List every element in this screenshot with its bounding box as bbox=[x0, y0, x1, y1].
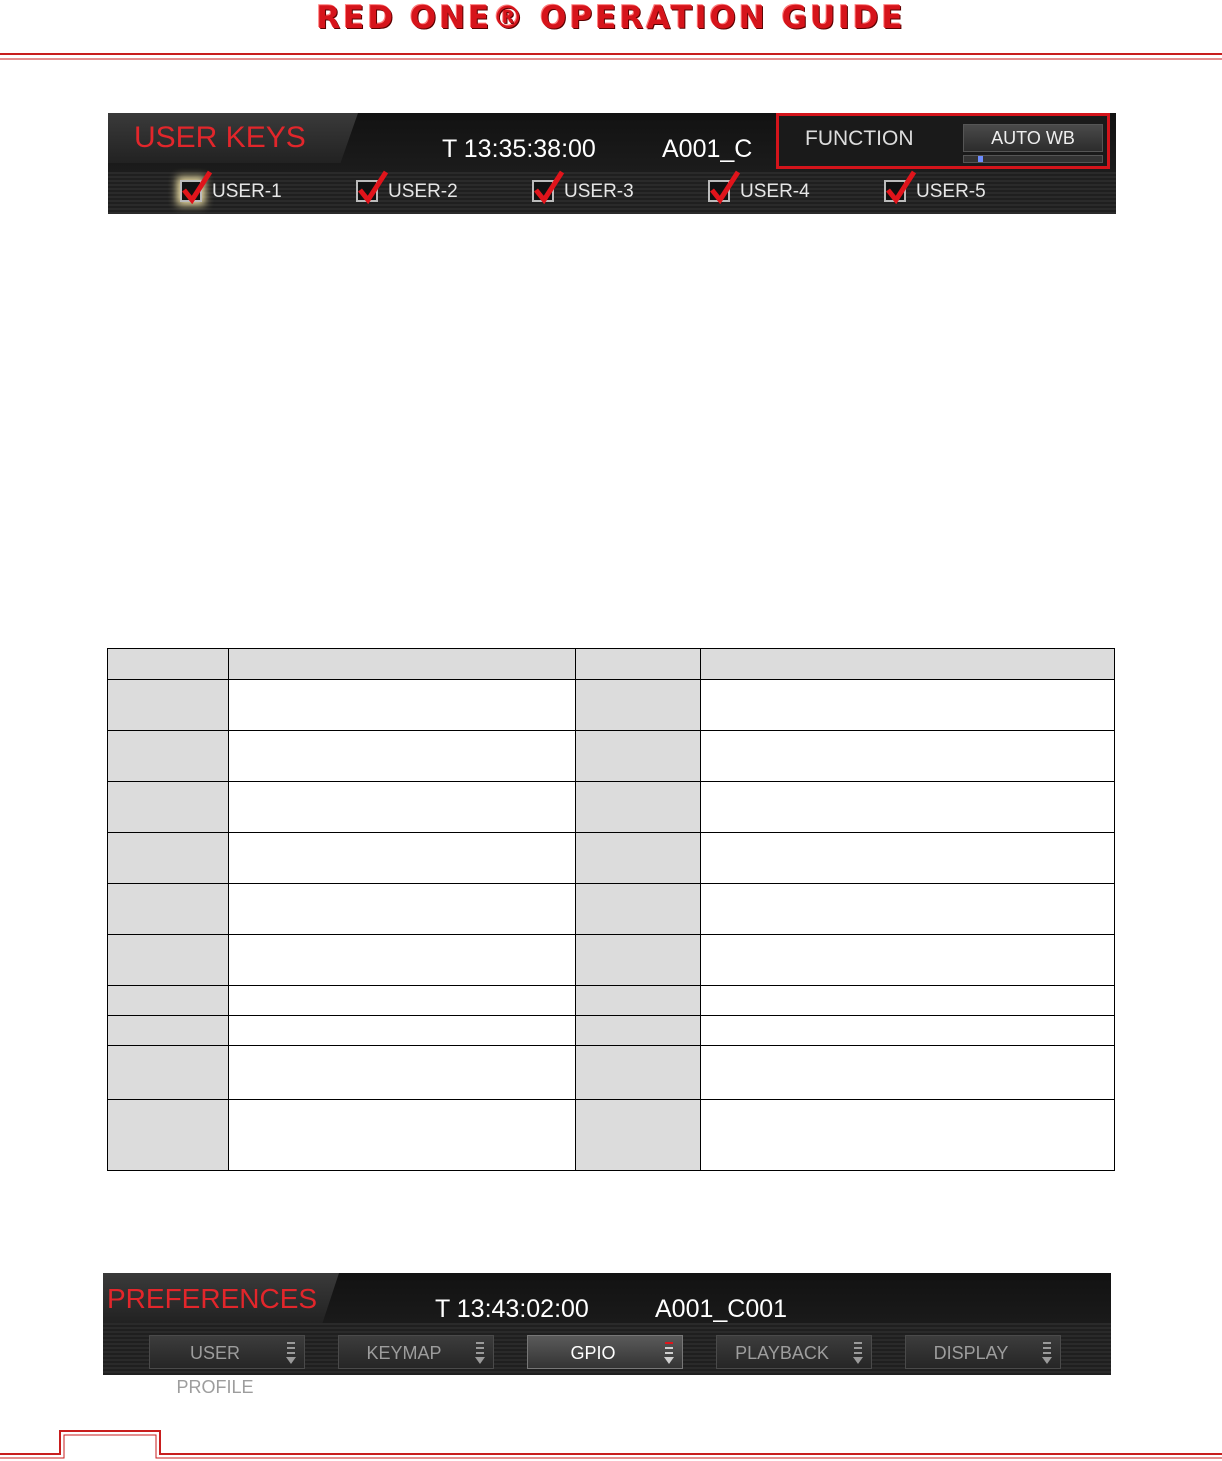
table-cell bbox=[701, 833, 1115, 884]
table-cell bbox=[108, 782, 229, 833]
table-cell bbox=[108, 1100, 229, 1171]
checkmark-icon bbox=[356, 168, 390, 204]
checkbox[interactable] bbox=[708, 180, 730, 202]
table-row bbox=[108, 833, 1115, 884]
tab-user-profile[interactable] bbox=[149, 1335, 305, 1397]
table-row bbox=[108, 1016, 1115, 1046]
user-key-label: USER-1 bbox=[212, 181, 282, 202]
table-cell bbox=[108, 935, 229, 986]
footer-rule bbox=[0, 1428, 1222, 1461]
checkbox[interactable] bbox=[180, 180, 202, 202]
checkmark-icon bbox=[884, 168, 918, 204]
table-cell bbox=[229, 1046, 576, 1100]
table-cell bbox=[108, 884, 229, 935]
slider-knob[interactable] bbox=[978, 156, 983, 162]
tab-display[interactable] bbox=[905, 1335, 1061, 1369]
reference-table bbox=[107, 648, 1115, 1171]
table-cell bbox=[229, 731, 576, 782]
table-cell bbox=[108, 649, 229, 680]
table-row bbox=[108, 986, 1115, 1016]
table-cell bbox=[701, 1016, 1115, 1046]
function-slider[interactable] bbox=[963, 155, 1103, 163]
table-cell bbox=[576, 731, 701, 782]
checkmark-icon bbox=[180, 168, 214, 204]
table-cell bbox=[229, 1100, 576, 1171]
checkbox[interactable] bbox=[884, 180, 906, 202]
table-row bbox=[108, 731, 1115, 782]
user-key-label: USER-2 bbox=[388, 181, 458, 202]
table-cell bbox=[701, 986, 1115, 1016]
table-cell bbox=[701, 935, 1115, 986]
submenu-arrow-icon bbox=[473, 1340, 487, 1366]
header-rule bbox=[0, 52, 1222, 62]
tab-label: USER PROFILE bbox=[176, 1343, 254, 1397]
clip-name: A001_C001 bbox=[655, 1295, 788, 1323]
clip-name: A001_C bbox=[662, 135, 753, 163]
table-cell bbox=[701, 680, 1115, 731]
user-key-label: USER-4 bbox=[740, 181, 810, 202]
table-cell bbox=[229, 680, 576, 731]
table-cell bbox=[701, 1100, 1115, 1171]
table-row bbox=[108, 782, 1115, 833]
table-row bbox=[108, 935, 1115, 986]
table-cell bbox=[576, 1046, 701, 1100]
tab-label: PLAYBACK bbox=[735, 1343, 829, 1363]
user-key-label: USER-5 bbox=[916, 181, 986, 202]
table-cell bbox=[108, 833, 229, 884]
timecode: T 13:35:38:00 bbox=[442, 135, 596, 163]
panel-title: USER KEYS bbox=[134, 121, 306, 154]
function-selector[interactable] bbox=[776, 113, 1110, 169]
table-cell bbox=[576, 1016, 701, 1046]
checkmark-icon bbox=[532, 168, 566, 204]
table-cell bbox=[576, 884, 701, 935]
table-cell bbox=[701, 649, 1115, 680]
table-cell bbox=[701, 1046, 1115, 1100]
table-row bbox=[108, 884, 1115, 935]
guide-title: RED ONE® OPERATION GUIDE bbox=[316, 0, 906, 36]
function-value-button[interactable]: AUTO WB bbox=[963, 124, 1103, 152]
submenu-arrow-icon bbox=[1040, 1340, 1054, 1366]
table-cell bbox=[576, 680, 701, 731]
submenu-arrow-icon bbox=[662, 1340, 676, 1366]
tab-keymap[interactable] bbox=[338, 1335, 494, 1369]
table-cell bbox=[701, 884, 1115, 935]
table-cell bbox=[701, 782, 1115, 833]
table-cell bbox=[229, 986, 576, 1016]
table-cell bbox=[576, 986, 701, 1016]
submenu-arrow-icon bbox=[851, 1340, 865, 1366]
tab-label: KEYMAP bbox=[366, 1343, 442, 1363]
checkbox[interactable] bbox=[532, 180, 554, 202]
table-cell bbox=[108, 731, 229, 782]
table-cell bbox=[576, 782, 701, 833]
table-cell bbox=[108, 1046, 229, 1100]
table-cell bbox=[576, 935, 701, 986]
table-row bbox=[108, 680, 1115, 731]
checkmark-icon bbox=[708, 168, 742, 204]
table-row bbox=[108, 649, 1115, 680]
table-cell bbox=[108, 1016, 229, 1046]
tab-label: DISPLAY bbox=[933, 1343, 1009, 1363]
table-cell bbox=[576, 649, 701, 680]
user-keys-panel bbox=[108, 113, 1116, 214]
table-cell bbox=[229, 833, 576, 884]
timecode: T 13:43:02:00 bbox=[435, 1295, 589, 1323]
table-row bbox=[108, 1100, 1115, 1171]
submenu-arrow-icon bbox=[284, 1340, 298, 1366]
tab-gpio[interactable] bbox=[527, 1335, 683, 1369]
table-cell bbox=[229, 884, 576, 935]
panel-title: PREFERENCES bbox=[107, 1283, 318, 1314]
table-cell bbox=[229, 935, 576, 986]
table-cell bbox=[229, 649, 576, 680]
table-cell bbox=[108, 986, 229, 1016]
table-cell bbox=[701, 731, 1115, 782]
table-row bbox=[108, 1046, 1115, 1100]
table-cell bbox=[229, 782, 576, 833]
tab-label: GPIO bbox=[570, 1343, 616, 1363]
table-cell bbox=[229, 1016, 576, 1046]
user-key-label: USER-3 bbox=[564, 181, 634, 202]
tab-playback[interactable] bbox=[716, 1335, 872, 1369]
table-cell bbox=[576, 1100, 701, 1171]
table-cell bbox=[108, 680, 229, 731]
table-cell bbox=[576, 833, 701, 884]
function-label: FUNCTION bbox=[805, 127, 914, 150]
checkbox[interactable] bbox=[356, 180, 378, 202]
